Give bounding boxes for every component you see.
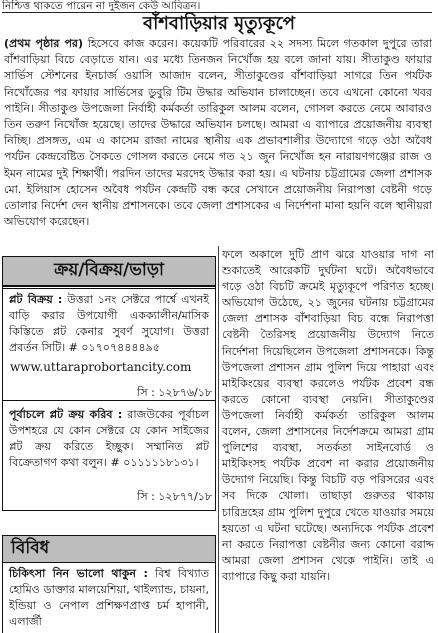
- ad-website-link[interactable]: www.uttaraprobortancity.com: [10, 360, 192, 374]
- article-headline: বাঁশবাড়িয়ার মৃত্যুকূপে: [143, 13, 295, 34]
- ad-reference-code: সি : ১২৮৭৭/১৮: [137, 490, 212, 503]
- article-continued-text: ফলে অকালে দুটি প্রাণ ঝরে যাওয়ার দাগ না শুকাতেই আরেকটি দুর্ঘটনা ঘটে। অবৈধভাবে গড়ে ওঠা বিচটি ক্রমেই মৃত্যুকূপে পরিণত হচ্ছে। অভিযোগ উঠেছে, ২১ জুনের ঘটনায় চট্টগ্রামের জেলা প্রশাসক বাঁশবাড়িয়া বিচ বন্ধে নিরাপত্তা বেষ্টনী তৈরিসহ প্রয়োজনীয় উদ্যোগ নিতে নির্দেশনা দিয়েছিলেন উপজেলা প্রশাসনকে। কিন্তু উপজেলা প্রশাসন গ্রাম পুলিশ দিয়ে পাহারা এবং মাইকিংয়ের ব্যবস্থা করলেও পর্যটক প্রবেশ বন্ধ করতে কোনো ব্যবস্থা নেয়নি। সীতাকুণ্ডের উপজেলা নির্বাহী কর্মকর্তা তারিকুল আলম বলেন, জেলা প্রশাসনের নির্দেশক্রমে আমরা গ্রাম পুলিশের ব্যবস্থা, সতর্কতা সাইনবোর্ড ও মাইকিংসহ পর্যটক প্রবেশ না করার প্রয়োজনীয় উদ্যোগ নিয়েছি। কিন্তু বিচটি বড় পরিসরের এবং সব দিকে খোলা। তাছাড়া গুরুতর থাকায় চারিদ্রহের গ্রাম পুলিশ দুপুরে খেতে যাওয়ার সময়ে হয়তো এ ঘটনা ঘটেছে। অন্যদিকে পর্যটক প্রবেশ না করতে নিরাপত্তা বেষ্টনীর জন্য কোনো বরাদ্দ আমরা জেলা প্রশাসন থেকে পাইনি। তাই এ ব্যাপারে কিছু করা যায়নি।: [222, 248, 434, 583]
- classified-ad-plot-purchase: [2, 404, 216, 474]
- classifieds-header: ক্রয়/বিক্রয়/ভাড়া: [2, 256, 216, 286]
- ad-separator: [2, 400, 216, 401]
- misc-header: বিবিধ: [2, 535, 216, 563]
- cropped-previous-line: নিশ্চিত্ত থাকতে পারেন না দুইজন কেউ আবিত্রন।: [2, 0, 432, 13]
- article-intro-paragraph: [4, 36, 432, 230]
- ad-reference-code: সি : ১২৮৭৬/১৮: [137, 386, 212, 399]
- ad-body: রাজউকের পূর্বাচল উপশহরে যে কোন সেক্টরে যে কোন সাইজের প্লট ক্রয় করিতে ইচ্ছুক। সম্মানিত প্লট বিক্রেতাগণ কথা বলুন। # ০১১১১১৮১৩১।: [9, 408, 209, 469]
- ad-body: উত্তরা ১নং সেক্টরে পার্শ্বে এখনই বাড়ি করার উপযোগী একক্যালীন/মাসিক কিস্তিতে প্লট কেনার সুবর্ণ সুযোগ। উত্তরা প্রবর্তন সিটি। # ০১৭০৭৪৪৪৪৯৫: [9, 293, 209, 354]
- classified-ad-plot-sale: [2, 288, 216, 358]
- ad-title: চিকিৎসা নিন ভালো থাকুন :: [9, 567, 148, 580]
- column-divider: [218, 246, 219, 633]
- article-intro-text: হিসেবে কাজ করেন। কয়েকটি পরিবারের ২২ সদস্য মিলে গতকাল দুপুরে তারা বাঁশবাড়িয়া বিচে বেড়াতে যান। এর মধ্যে তিনজন নিখোঁজ হয় বলে জানা যায়। সীতাকুণ্ড ফায়ার সার্ভিস স্টেশনের ইনচার্জ ওয়াসি আজাদ বলেন, সীতাকুণ্ডের বাঁশবাড়িয়া সাগরে তিন পর্যটক নিখোঁজের পর ফায়ার সার্ভিসের ডুবুরি টিম উদ্ধার অভিযান চালাচ্ছেন। তবে এখনো কোনো খবর পাইনি। সীতাকুণ্ড উপজেলা নির্বাহী কর্মকর্তা তারিকুল আলম বলেন, গোসল করতে নেমে আবারও তিন তরুণ নিখোঁজ হয়েছে। তাদের উদ্ধারে অভিযান চলছে। আমরা এ ব্যাপারে প্রয়োজনীয় ব্যবস্থা নিচ্ছি। প্রসঙ্গত, এম এ কাসেম রাজা নামের স্থানীয় এক প্রভাবশালীর উদ্যোগে গড়ে ওঠা অবৈধ পর্যটন কেন্দ্রবেষ্টিত সৈকতে গোসল করতে নেমে গত ২১ জুন নিখোঁজ হন নারায়ণগঞ্জের রাজ ও ইমন নামের দুই শিক্ষার্থী। পরদিন তাদের মরদেহ উদ্ধার করা হয়। এ ঘটনায় চট্টগ্রামের জেলা প্রশাসক মো. ইলিয়াস হোসেন অবৈধ পর্যটন কেন্দ্রটি বন্ধ করে সেখানে প্রয়োজনীয় নিরাপত্তা বেষ্টনী গড়ে তোলার নির্দেশ দেন স্থানীয় প্রশাসনকে। তবে জেলা প্রশাসকের এ নির্দেশনা মানা হয়নি বলে স্থানীয়রা অভিযোগ করেছেন।: [4, 37, 432, 229]
- classified-ad-treatment: [2, 563, 216, 633]
- ad-body: বিশ্ব বিখ্যাত হোমিও ডাক্তার মালয়েশিয়া, থাইল্যান্ড, চায়না, ইন্ডিয়া ও নেপাল প্রশিক্ষণপ্রাপ্ত চর্ম হাপানী, এলার্জী: [9, 567, 209, 628]
- ad-title: প্লট বিক্রয় :: [9, 293, 63, 306]
- ad-title: পূর্বাচলে প্লট ক্রয় করিব :: [9, 408, 123, 421]
- continuation-marker: (প্রথম পৃষ্ঠার পর): [4, 37, 83, 50]
